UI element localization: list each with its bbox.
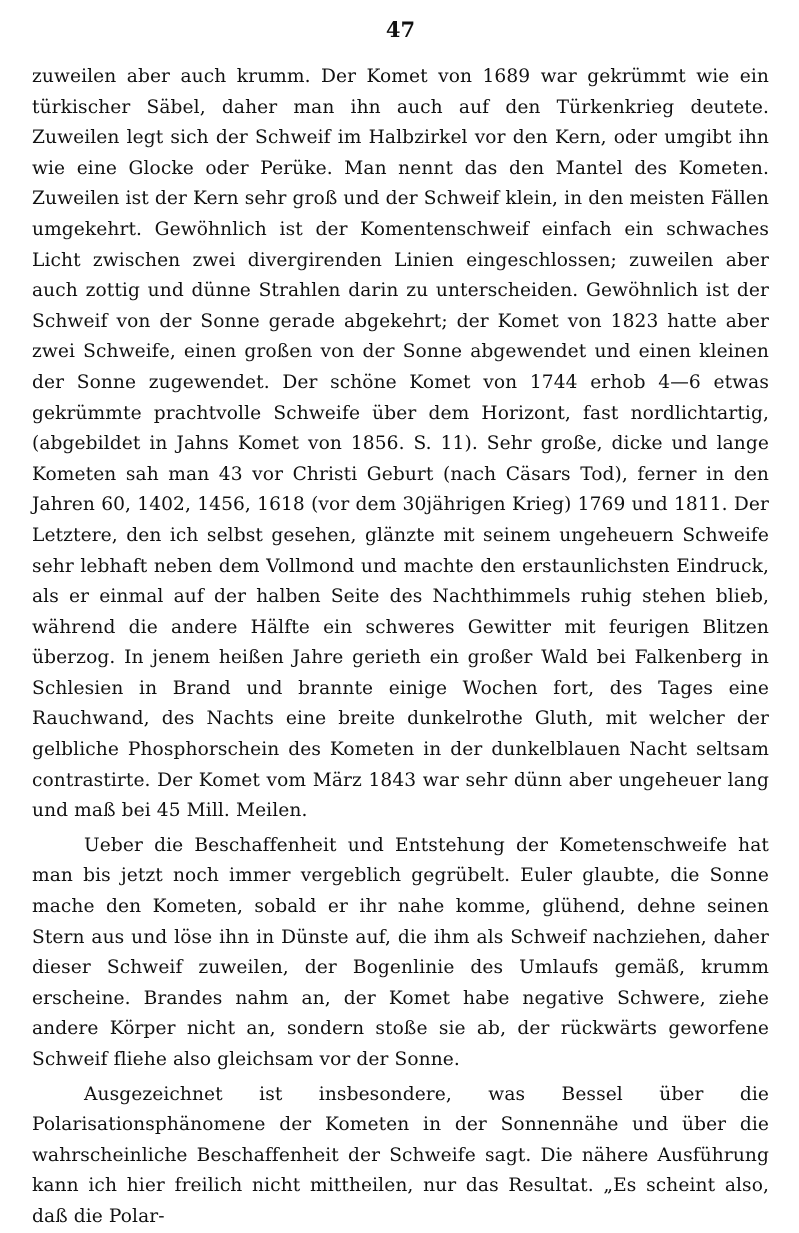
page-number: 47 [385, 17, 416, 42]
paragraph-3: Ausgezeichnet ist insbesondere, was Bessel über die Polarisationsphänomene der Kometen in der Sonnennähe und über die wahrscheinliche Beschaffenheit der Schweife sagt. Die nähere Ausführung kann ich hier freilich nicht mittheilen, nur das Resultat. „Es scheint also, daß die Polar- [32, 1083, 769, 1227]
paragraph-2: Ueber die Beschaffenheit und Entstehung der Kometenschweife hat man bis jetzt noch immer vergeblich gegrübelt. Euler glaubte, die Sonne mache den Kometen, sobald er ihr nahe komme, glühend, dehne seinen Stern aus und löse ihn in Dünste auf, die ihm als Schweif nachziehen, daher dieser Schweif zuweilen, der Bogenlinie des Umlaufs gemäß, krumm erscheine. Brandes nahm an, der Komet habe negative Schwere, ziehe andere Körper nicht an, sondern stoße sie ab, der rückwärts geworfene Schweif fliehe also gleichsam vor der Sonne. [32, 834, 769, 1070]
paragraph-1: zuweilen aber auch krumm. Der Komet von 1689 war gekrümmt wie ein türkischer Säbel, daher man ihn auch auf den Türkenkrieg deutete. Zuweilen legt sich der Schweif im Halbzirkel vor den Kern, oder umgibt ihn wie eine Glocke oder Perüke. Man nennt das den Mantel des Kometen. Zuweilen ist der Kern sehr groß und der Schweif klein, in den meisten Fällen umgekehrt. Gewöhnlich ist der Komentenschweif einfach ein schwaches Licht zwischen zwei divergirenden Linien eingeschlossen; zuweilen aber auch zottig und dünne Strahlen darin zu unterscheiden. Gewöhnlich ist der Schweif von der Sonne gerade abgekehrt; der Komet von 1823 hatte aber zwei Schweife, einen großen von der Sonne abgewendet und einen kleinen der Sonne zugewendet. Der schöne Komet von 1744 erhob 4—6 etwas gekrümmte prachtvolle Schweife über dem Horizont, fast nordlichtartig, (abgebildet in Jahns Komet von 1856. S. 11). Sehr große, dicke und lange Kometen sah man 43 vor Christi Geburt (nach Cäsars Tod), ferner in den Jahren 60, 1402, 1456, 1618 (vor dem 30jährigen Krieg) 1769 und 1811. Der Letztere, den ich selbst gesehen, glänzte mit seinem ungeheuern Schweife sehr lebhaft neben dem Vollmond und machte den erstaunlichsten Eindruck, als er einmal auf der halben Seite des Nachthimmels ruhig stehen blieb, während die andere Hälfte ein schweres Gewitter mit feurigen Blitzen überzog. In jenem heißen Jahre gerieth ein großer Wald bei Falkenberg in Schlesien in Brand und brannte einige Wochen fort, des Tages eine Rauchwand, des Nachts eine breite dunkelrothe Gluth, mit welcher der gelbliche Phosphorschein des Kometen in der dunkelblauen Nacht seltsam contrastirte. Der Komet vom März 1843 war sehr dünn aber ungeheuer lang und maß bei 45 Mill. Meilen. [32, 66, 769, 822]
